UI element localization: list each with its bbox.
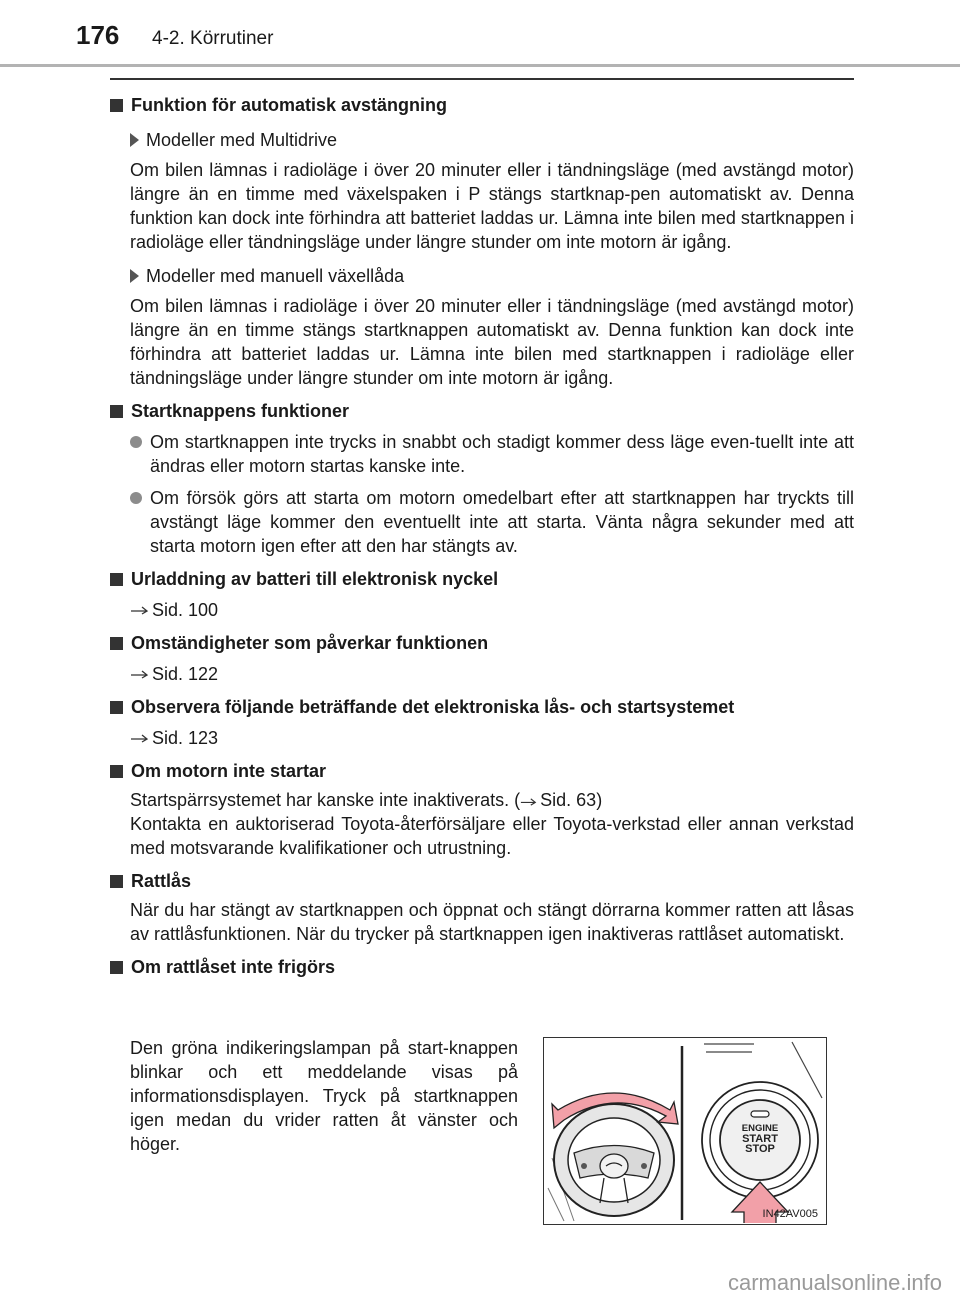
- watermark: carmanualsonline.info: [727, 1270, 942, 1295]
- section-lock-not-released: [110, 954, 854, 980]
- page-reference[interactable]: [130, 598, 854, 622]
- section-title: Startknappens funktioner: [131, 401, 350, 421]
- section-circumstances: [110, 630, 854, 686]
- button-label-line: STOP: [745, 1143, 775, 1155]
- paragraph: Den gröna indikeringslampan på start-knappen blinkar och ett meddelande visas på informationsdisplayen. Tryck på startknappen igen medan du vrider ratten åt vänster och höger.: [130, 1038, 518, 1154]
- paragraph: Om bilen lämnas i radioläge i över 20 minuter eller i tändningsläge (med avstängd motor) längre än en timme med växelspaken i P stängs startknap-pen automatiskt av. Denna funktion kan dock inte förhindra att batteriet laddas ur. Lämna inte bilen med startknappen i radioläge eller tändningsläge under längre stunder om inte motorn är igång.: [130, 160, 854, 252]
- bullet-text: Om startknappen inte trycks in snabbt och stadigt kommer dess läge even-tuellt inte att ändras eller motorn startas kanske inte.: [150, 432, 854, 476]
- section-auto-off: [110, 92, 854, 390]
- section-battery: [110, 566, 854, 622]
- chapter-title: 4-2. Körrutiner: [152, 28, 274, 49]
- section-title: Om motorn inte startar: [131, 761, 327, 781]
- dot-bullet-icon: [130, 492, 142, 504]
- section-no-start: [110, 758, 854, 860]
- reference-text: Sid. 100: [152, 600, 219, 620]
- square-bullet-icon: [110, 637, 123, 650]
- square-bullet-icon: [110, 765, 123, 778]
- section-rule: [110, 78, 854, 80]
- section-observe: [110, 694, 854, 750]
- paragraph-text: Startspärrsystemet har kanske inte inaktiverats. (: [130, 790, 521, 810]
- page-reference[interactable]: [130, 726, 854, 750]
- section-title: Funktion för automatisk avstängning: [131, 95, 448, 115]
- paragraph: Kontakta en auktoriserad Toyota-återförsäljare eller Toyota-verkstad eller annan verkstad med motsvarande kvalifikationer och utrustning.: [130, 814, 854, 858]
- dot-bullet-icon: [130, 436, 142, 448]
- reference-text: Sid. 122: [152, 664, 219, 684]
- subsection-title: Modeller med Multidrive: [146, 130, 338, 150]
- arrow-right-icon: [130, 605, 150, 615]
- arrow-right-icon: [130, 669, 150, 679]
- square-bullet-icon: [110, 875, 123, 888]
- square-bullet-icon: [110, 961, 123, 974]
- page-number: 176: [76, 20, 120, 50]
- square-bullet-icon: [110, 405, 123, 418]
- arrow-right-icon: [130, 733, 150, 743]
- arrow-right-icon: [520, 797, 538, 806]
- square-bullet-icon: [110, 573, 123, 586]
- section-title: Omständigheter som påverkar funktionen: [131, 633, 489, 653]
- section-title: Observera följande beträffande det elektroniska lås- och startsystemet: [131, 697, 735, 717]
- header-rule: [0, 64, 960, 67]
- paragraph: Om bilen lämnas i radioläge i över 20 minuter eller i tändningsläge (med avstängd motor) längre än en timme stängs startknappen automatiskt av. Denna funktion kan dock inte förhindra att batteriet laddas ur. Lämna inte bilen med startknappen i radioläge eller tändningsläge under längre stunder om inte motorn är igång.: [130, 296, 854, 388]
- triangle-bullet-icon: [130, 269, 139, 283]
- triangle-bullet-icon: [130, 133, 139, 147]
- paragraph: [130, 788, 854, 812]
- subsection-title: Modeller med manuell växellåda: [146, 266, 405, 286]
- section-title: Rattlås: [131, 871, 192, 891]
- button-label-line: START: [742, 1133, 778, 1145]
- illustration-steering-and-start-button: [543, 1037, 827, 1225]
- figure-code: IN42AV005: [762, 1208, 818, 1220]
- square-bullet-icon: [110, 99, 123, 112]
- section-title: Urladdning av batteri till elektronisk nyckel: [131, 569, 499, 589]
- page-reference[interactable]: [130, 662, 854, 686]
- button-label-line: ENGINE: [741, 1123, 779, 1134]
- reference-text: Sid. 123: [152, 728, 219, 748]
- square-bullet-icon: [110, 701, 123, 714]
- bullet-text: Om försök görs att starta om motorn omedelbart efter att startknappen har tryckts till avstängt läge kommer den eventuellt inte att starta. Vänta några sekunder med att starta motorn igen efter att den har stängts av.: [150, 488, 854, 556]
- reference-text[interactable]: Sid. 63): [540, 790, 603, 810]
- paragraph: När du har stängt av startknappen och öppnat och stängt dörrarna kommer ratten att låsas av rattlåsfunktionen. När du trycker på startknappen igen inaktiveras rattlåset automatiskt.: [130, 900, 854, 944]
- page-content: [110, 92, 854, 986]
- engine-button-label: [735, 1124, 785, 1154]
- section-title: Om rattlåset inte frigörs: [131, 957, 336, 977]
- section-steering-lock: [110, 868, 854, 946]
- section-functions: [110, 398, 854, 558]
